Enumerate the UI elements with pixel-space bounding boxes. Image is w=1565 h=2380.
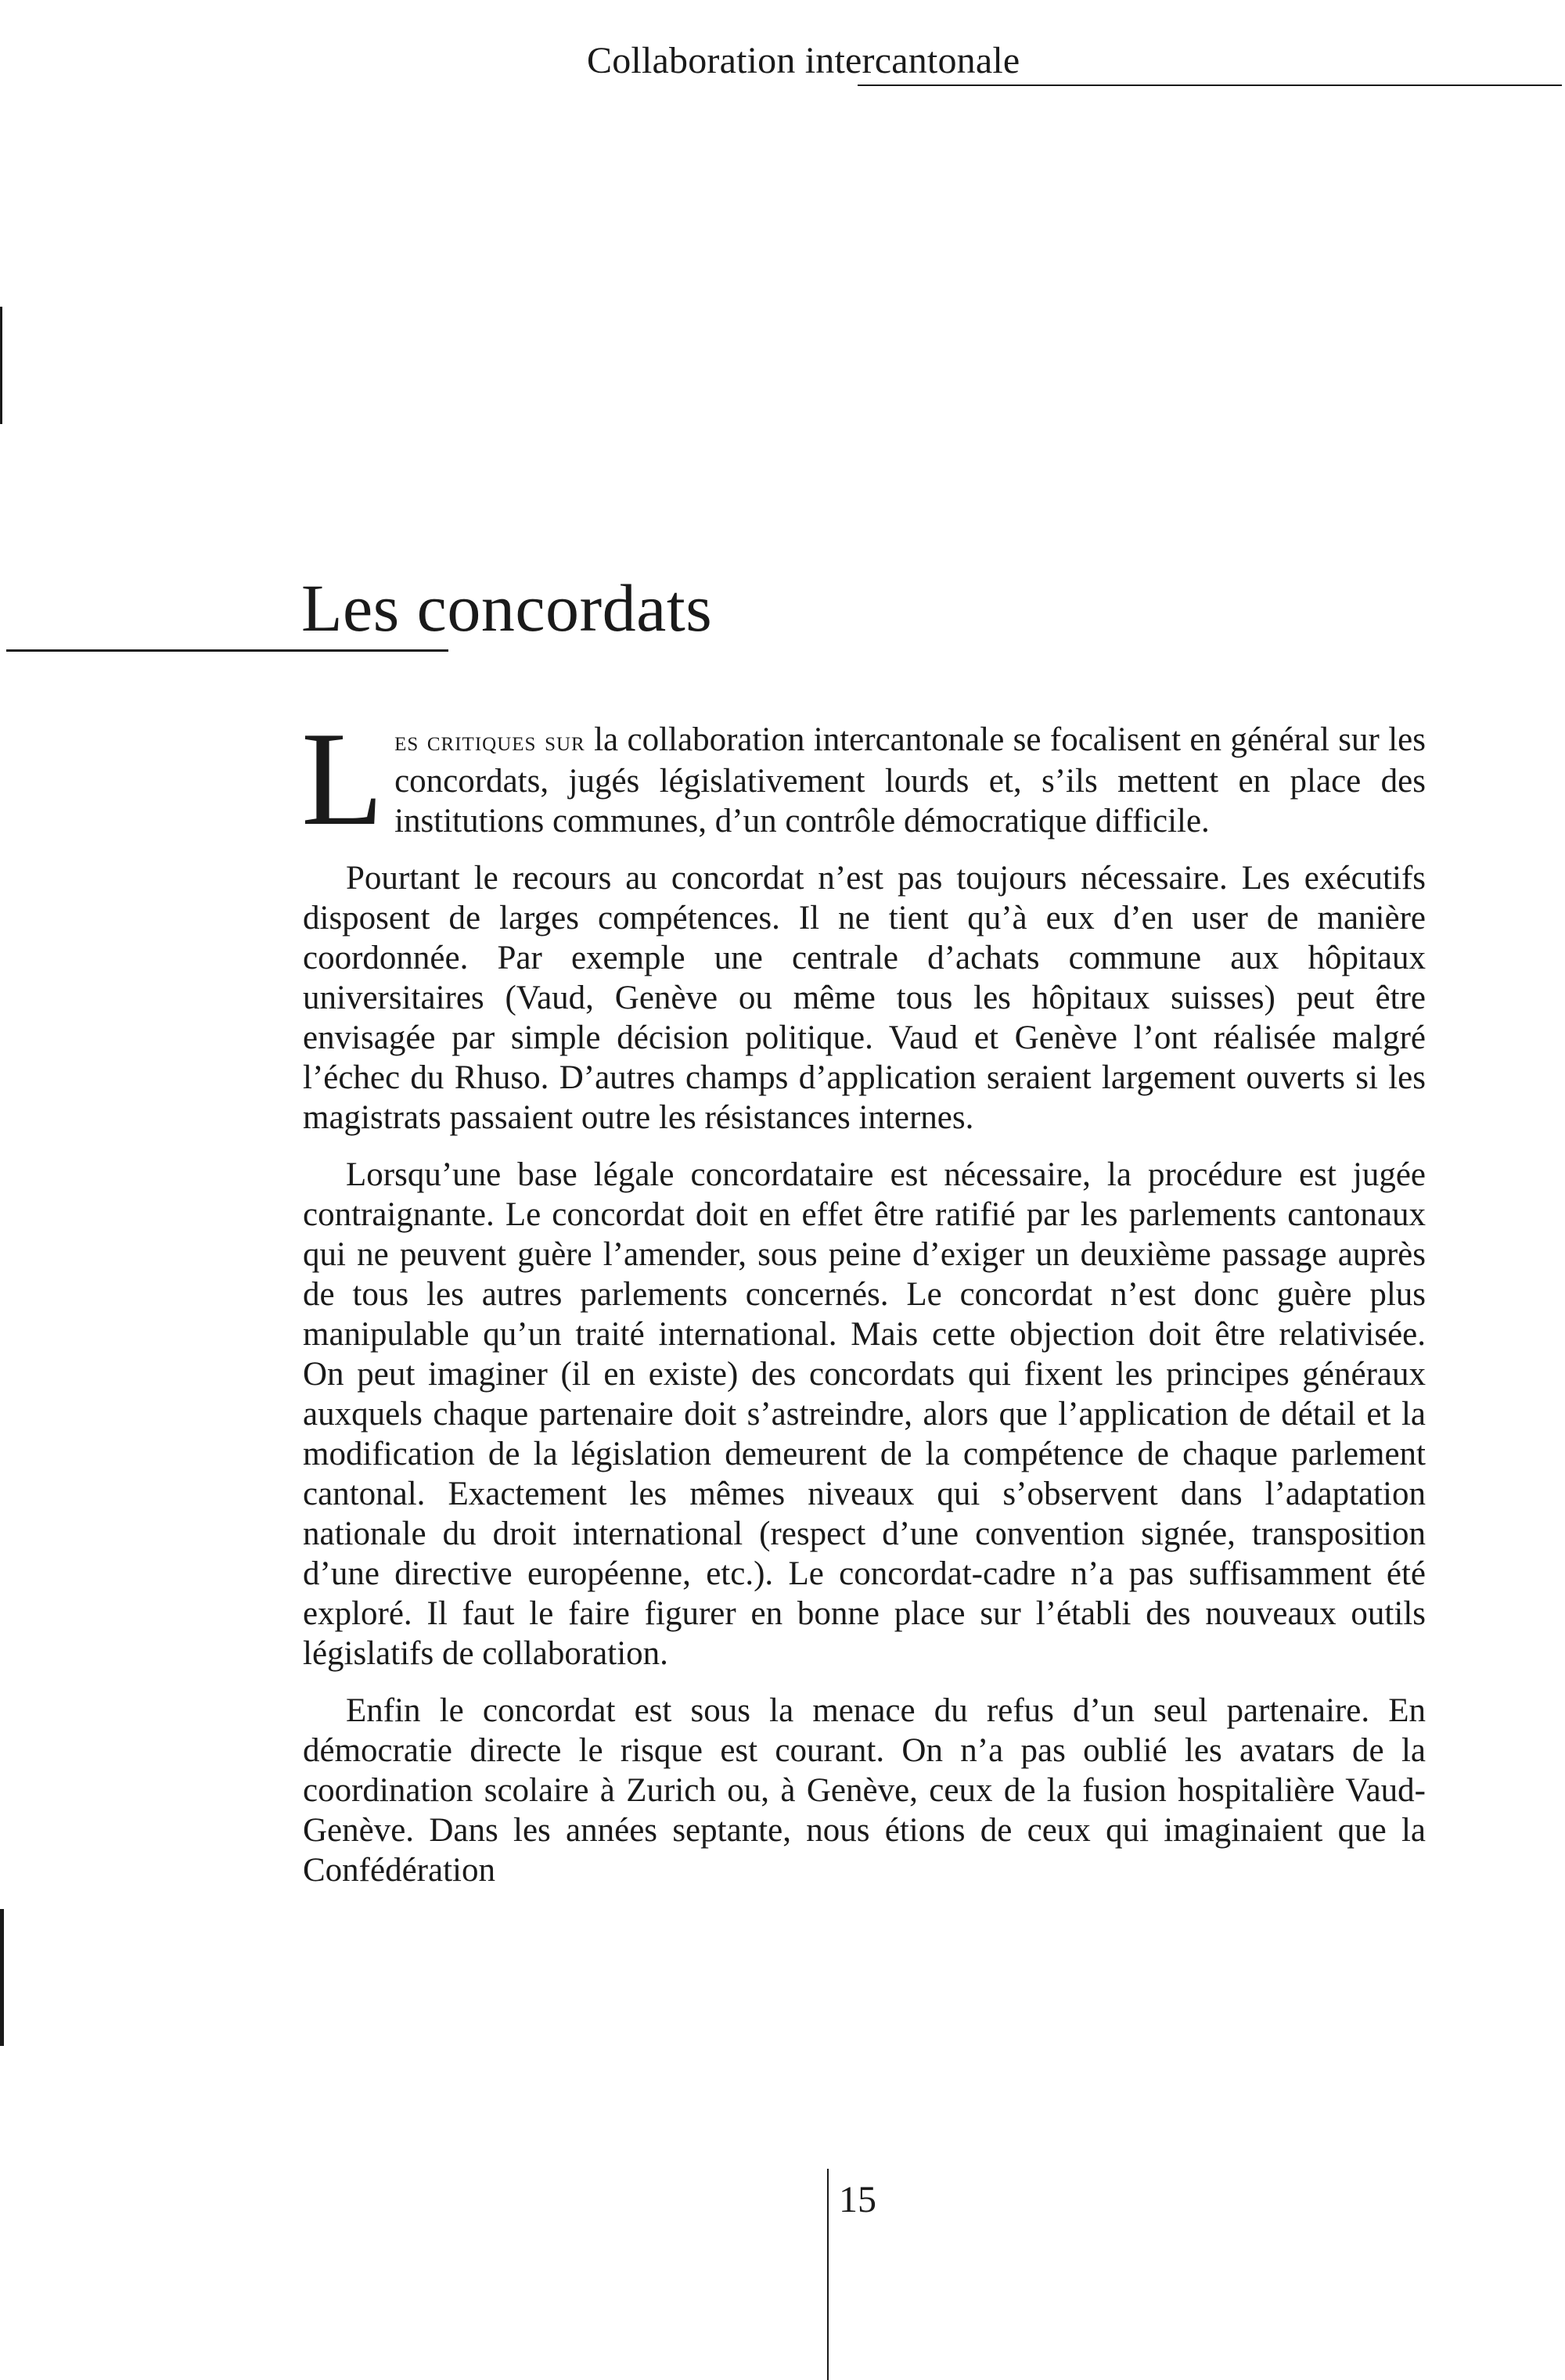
page-number: 15 (839, 2179, 876, 2220)
chapter-title: Les concordats (301, 570, 713, 645)
title-rule (6, 649, 448, 652)
opening-small-caps: es critiques sur (394, 725, 585, 757)
margin-mark-top (0, 307, 2, 424)
margin-mark-bottom (0, 1909, 4, 2046)
drop-cap: L (301, 705, 384, 854)
paragraph-2: Pourtant le recours au concordat n’est pas toujours nécessaire. Les exécutifs disposent de larges compétences. Il ne tient qu’à eux d’en user de manière coordonnée. Par exemple une centrale d’achats commune aux hôpitaux universitaires (Vaud, Genève ou même tous les hôpitaux suisses) peut être envisagée par simple décision politique. Vaud et Genève l’ont réalisée malgré l’échec du Rhuso. D’autres champs d’application seraient largement ouverts si les magistrats passaient outre les résistances internes. (303, 860, 1426, 1136)
running-head: Collaboration intercantonale (587, 40, 1020, 81)
folio-rule (827, 2169, 829, 2380)
paragraph-3: Lorsqu’une base légale concordataire est nécessaire, la procédure est jugée contraignante. Le concordat doit en effet être ratifié par les parlements cantonaux qui ne peuvent guère l’amender, sous peine d’exiger un deuxième passage auprès de tous les autres parlements concernés. Le concordat n’est donc guère plus manipulable qu’un traité international. Mais cette objection doit être relativisée. On peut imaginer (il en existe) des concordats qui fixent les principes généraux auxquels chaque partenaire doit s’astreindre, alors que l’application de détail et la modification de la législation demeurent de la compétence de chaque parlement cantonal. Exactement les mêmes niveaux qui s’observent dans l’adaptation nationale du droit international (respect d’une convention signée, transposition d’une directive européenne, etc.). Le concordat-cadre n’a pas suffisamment été exploré. Il faut le faire figurer en bonne place sur l’établi des nouveaux outils législatifs de collaboration. (303, 1156, 1426, 1672)
running-head-rule (858, 84, 1562, 86)
body-text (301, 705, 1426, 1907)
paragraph-4: Enfin le concordat est sous la menace du refus d’un seul partenaire. En démocratie directe le risque est courant. On n’a pas oublié les avatars de la coordination scolaire à Zurich ou, à Genève, ceux de la fusion hospitalière Vaud-Genève. Dans les années septante, nous étions de ceux qui imaginaient que la Confédération (303, 1692, 1426, 1889)
paragraph-1 (301, 705, 1426, 854)
paragraph-1-text: la collaboration intercantonale se focalisent en général sur les concordats, jugés législativement lourds et, s’ils mettent en place des institutions communes, d’un contrôle démocratique difficile. (394, 721, 1426, 839)
